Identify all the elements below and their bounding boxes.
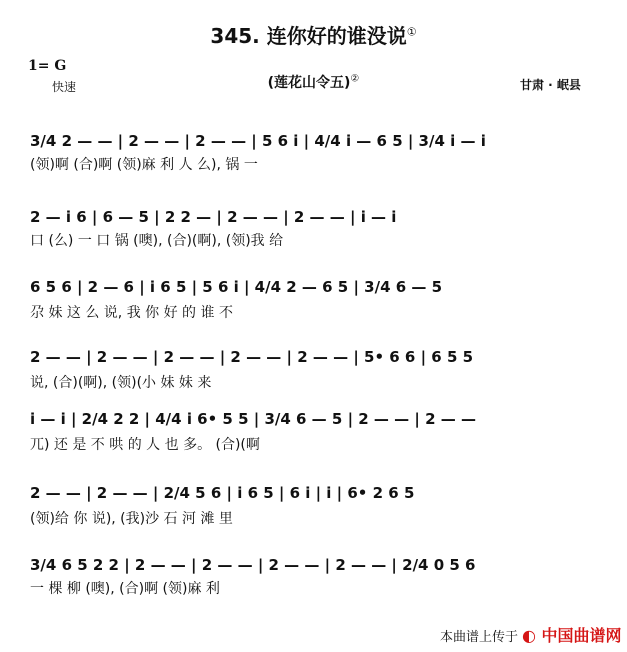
notation-row-2: 2 — i 6 | 6 — 5 | 2 2 — | 2 — — | 2 — — | i — i: [30, 208, 397, 226]
notation-row-4: 2 — — | 2 — — | 2 — — | 2 — — | 2 — — | 5• 6 6 | 6 5 5: [30, 348, 474, 366]
notation-row-6: 2 — — | 2 — — | 2/4 5 6 | i 6 5 | 6 i | i | 6• 2 6 5: [30, 484, 415, 502]
key-signature: 1= G: [28, 58, 67, 74]
lyrics-row-6: (领)给 你 说), (我)沙 石 河 滩 里: [30, 511, 233, 527]
tempo-marking: 快速: [52, 80, 77, 94]
lyrics-row-5: 兀) 还 是 不 哄 的 人 也 多。 (合)(啊: [30, 437, 260, 453]
lyrics-row-7: 一 棵 柳 (噢), (合)啊 (领)麻 利: [30, 581, 220, 597]
region-label: 甘肃 · 岷县: [520, 78, 581, 92]
subtitle-text: (莲花山令五): [267, 75, 351, 91]
lyrics-row-2: 口 (么) 一 口 锅 (噢), (合)(啊), (领)我 给: [30, 233, 284, 249]
notation-row-3: 6 5 6 | 2 — 6 | i 6 5 | 5 6 i | 4/4 2 — 6 5 | 3/4 6 — 5: [30, 278, 443, 296]
subtitle-footnote-mark: ②: [350, 73, 360, 85]
title-footnote-mark: ①: [406, 25, 417, 39]
logo-mark-icon: ◐: [522, 626, 536, 645]
notation-row-5: i — i | 2/4 2 2 | 4/4 i 6• 5 5 | 3/4 6 — 5 | 2 — — | 2 — —: [30, 410, 476, 428]
site-name: 中国曲谱网: [541, 626, 622, 645]
lyrics-row-3: 尕 妹 这 么 说, 我 你 好 的 谁 不: [30, 305, 233, 321]
title-text: 345. 连你好的谁没说: [210, 24, 407, 48]
notation-row-7: 3/4 6 5 2 2 | 2 — — | 2 — — | 2 — — | 2 — — | 2/4 0 5 6: [30, 556, 476, 574]
lyrics-row-4: 说, (合)(啊), (领)(小 妹 妹 来: [30, 375, 212, 391]
upload-credit: 本曲谱上传于: [440, 630, 519, 645]
site-logo[interactable]: [522, 623, 622, 646]
lyrics-row-1: (领)啊 (合)啊 (领)麻 利 人 么), 锅 一: [30, 157, 258, 173]
page-title: [0, 20, 627, 49]
notation-row-1: 3/4 2 — — | 2 — — | 2 — — | 5 6 i | 4/4 i — 6 5 | 3/4 i — i: [30, 132, 486, 150]
